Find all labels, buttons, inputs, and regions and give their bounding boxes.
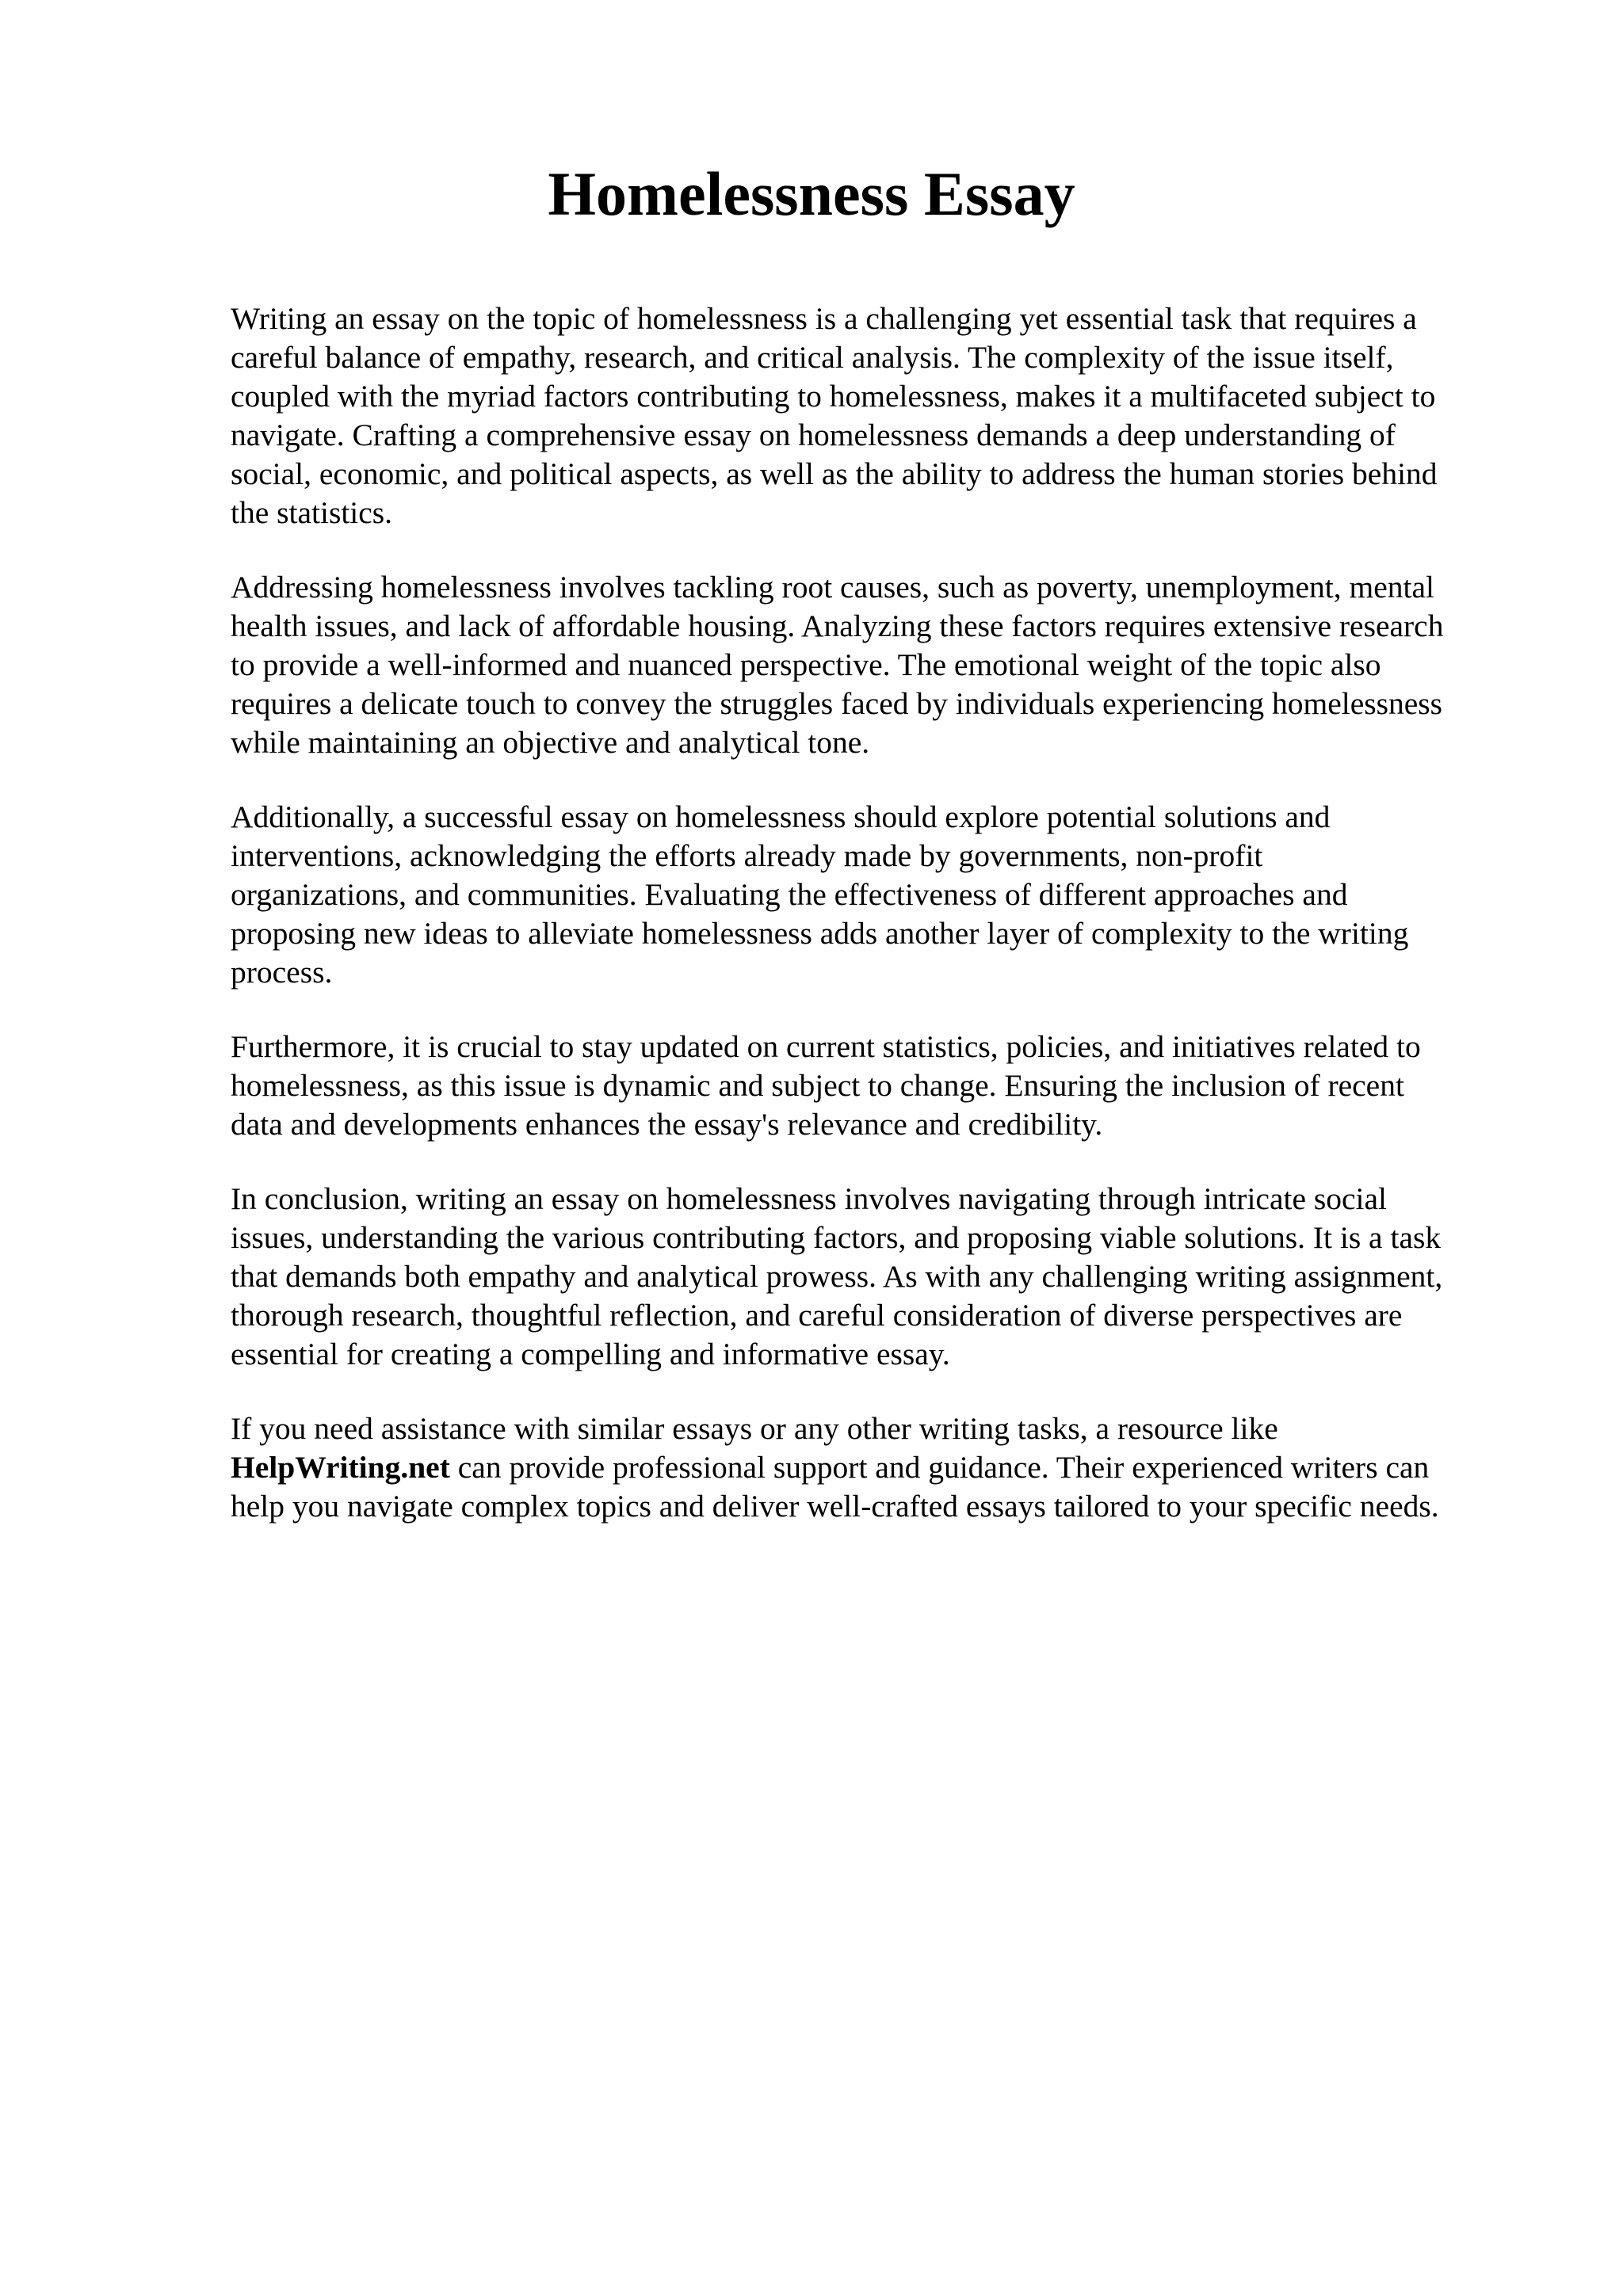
paragraph-line: Furthermore, it is crucial to stay updated on current statistics, policies, and initiatives related to bbox=[231, 1029, 1421, 1064]
paragraph-line: social, economic, and political aspects, as well as the ability to address the human stories behind bbox=[231, 456, 1438, 491]
paragraph-line: organizations, and communities. Evaluating the effectiveness of different approaches and bbox=[231, 877, 1348, 912]
closing-paragraph bbox=[231, 1409, 1514, 1526]
paragraph-line: proposing new ideas to alleviate homelessness adds another layer of complexity to the writing bbox=[231, 916, 1409, 951]
paragraph-line: health issues, and lack of affordable housing. Analyzing these factors requires extensive research bbox=[231, 608, 1444, 643]
paragraph-line: that demands both empathy and analytical prowess. As with any challenging writing assignment, bbox=[231, 1259, 1443, 1294]
brand-name: HelpWriting.net bbox=[231, 1450, 450, 1485]
paragraph-line: thorough research, thoughtful reflection, and careful consideration of diverse perspectives are bbox=[231, 1298, 1403, 1333]
paragraph-line: issues, understanding the various contributing factors, and proposing viable solutions. It is a task bbox=[231, 1220, 1442, 1255]
paragraph-line: to provide a well-informed and nuanced perspective. The emotional weight of the topic also bbox=[231, 647, 1381, 682]
paragraph-line: can provide professional support and guidance. Their experienced writers can bbox=[449, 1450, 1430, 1485]
paragraph-line: In conclusion, writing an essay on homelessness involves navigating through intricate social bbox=[231, 1181, 1388, 1216]
paragraph-line: careful balance of empathy, research, and critical analysis. The complexity of the issue itself, bbox=[231, 340, 1394, 375]
paragraph-line: Addressing homelessness involves tackling root causes, such as poverty, unemployment, mental bbox=[231, 570, 1434, 605]
paragraph-line: the statistics. bbox=[231, 495, 393, 530]
paragraph-2 bbox=[231, 568, 1514, 762]
essay-body bbox=[231, 299, 1514, 1562]
paragraph-line: homelessness, as this issue is dynamic and subject to change. Ensuring the inclusion of recent bbox=[231, 1068, 1404, 1103]
paragraph-5 bbox=[231, 1180, 1514, 1374]
paragraph-line: essential for creating a compelling and informative essay. bbox=[231, 1337, 950, 1371]
paragraph-line: help you navigate complex topics and deliver well-crafted essays tailored to your specific needs. bbox=[231, 1489, 1439, 1524]
paragraph-line: If you need assistance with similar essays or any other writing tasks, a resource like bbox=[231, 1411, 1278, 1446]
paragraph-line: data and developments enhances the essay's relevance and credibility. bbox=[231, 1107, 1103, 1142]
paragraph-line: navigate. Crafting a comprehensive essay on homelessness demands a deep understanding of bbox=[231, 418, 1396, 452]
paragraph-1 bbox=[231, 299, 1514, 532]
paragraph-line: interventions, acknowledging the efforts already made by governments, non-profit bbox=[231, 838, 1263, 873]
paragraph-line: Writing an essay on the topic of homelessness is a challenging yet essential task that requires a bbox=[231, 301, 1417, 336]
paragraph-line: process. bbox=[231, 955, 333, 990]
paragraph-3 bbox=[231, 798, 1514, 992]
paragraph-line: requires a delicate touch to convey the struggles faced by individuals experiencing homelessness bbox=[231, 686, 1443, 721]
paragraph-line: Additionally, a successful essay on homelessness should explore potential solutions and bbox=[231, 799, 1331, 834]
paragraph-line: while maintaining an objective and analytical tone. bbox=[231, 725, 870, 760]
paragraph-4 bbox=[231, 1028, 1514, 1144]
paragraph-line: coupled with the myriad factors contributing to homelessness, makes it a multifaceted subject to bbox=[231, 379, 1436, 414]
page-title: Homelessness Essay bbox=[548, 159, 1075, 228]
